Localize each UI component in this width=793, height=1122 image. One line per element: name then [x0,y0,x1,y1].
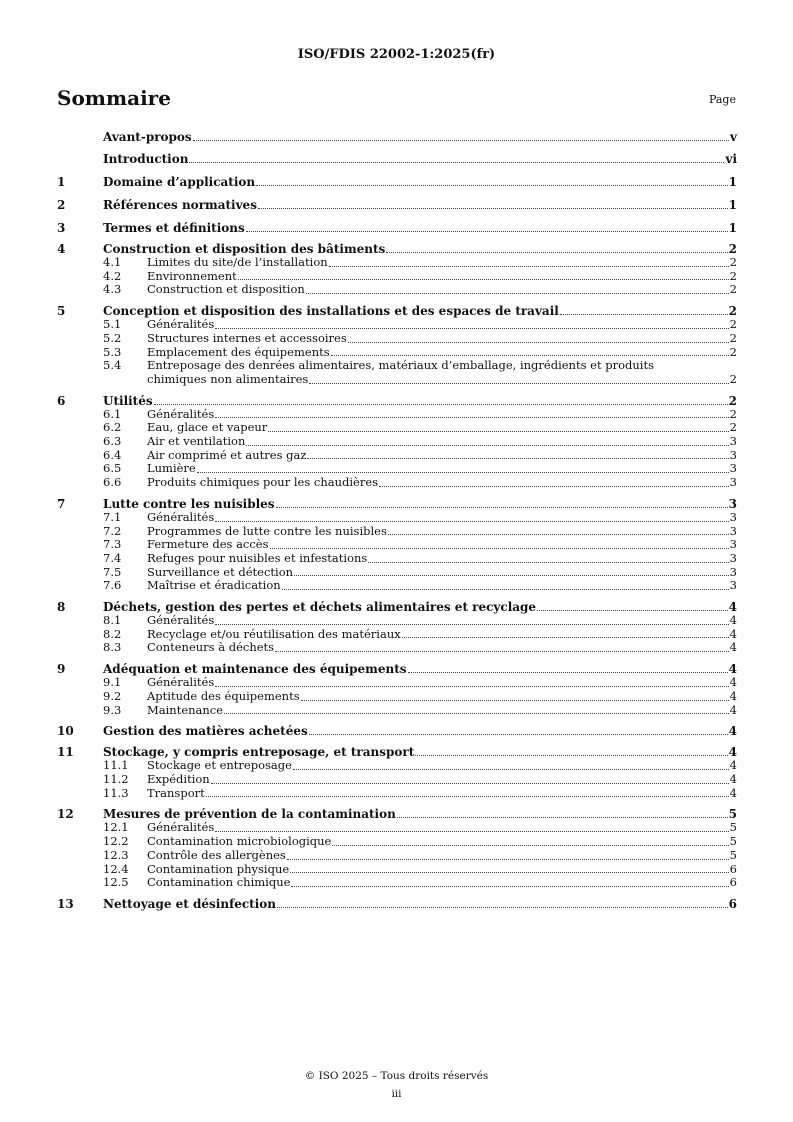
page-footer [0,1070,793,1106]
toc-subentry-number: 7.6 [103,578,122,593]
toc-subentry-page: 3 [729,578,737,593]
dot-leader [215,686,728,687]
toc-entry-number: 10 [57,724,74,739]
toc-subentry-page: 4 [729,675,737,690]
toc-entry-page: vi [725,152,737,166]
toc-subentry[interactable] [57,821,737,835]
toc-subentry-title: Expédition [147,771,210,786]
toc-subentry[interactable] [57,408,737,422]
toc-subentry-number: 6.6 [103,475,122,490]
toc-entry-number: 1 [57,175,66,189]
toc-subentry-title: Généralités [147,509,215,524]
dot-leader [293,769,729,770]
toc-entry-title: Déchets, gestion des pertes et déchets alimentaires et recyclage [103,600,537,615]
toc-subentry[interactable] [57,690,737,704]
toc-entry-number: 8 [57,600,66,615]
toc-subentry-number: 4.1 [103,255,122,269]
toc-subentry-page: 4 [729,702,737,717]
toc-entry[interactable] [57,152,737,166]
dot-leader [258,208,728,209]
toc-subentry-title: Entreposage des denrées alimentaires, matériaux d’emballage, ingrédients et produits [147,358,654,373]
dot-leader [246,231,728,232]
toc-subentry-title: Généralités [147,675,215,690]
toc-entry[interactable] [57,497,737,511]
toc-subentry-title: Transport [147,785,205,800]
toc-entry-title: Adéquation et maintenance des équipements [103,662,407,677]
toc-subentry[interactable] [57,628,737,642]
toc-entry-title: Références normatives [103,198,257,212]
toc-subentry-page: 2 [729,420,737,435]
toc-subentry-page: 4 [729,688,737,703]
toc-subentry[interactable] [57,270,737,284]
toc-subentry[interactable] [57,676,737,690]
dot-leader [206,796,729,797]
dot-leader [270,548,729,549]
toc-subentry-page: 4 [729,785,737,800]
toc-subentry-page: 4 [729,626,737,641]
dot-leader [408,672,728,673]
toc-subentry-title: Contrôle des allergènes [147,847,286,862]
toc-subentry[interactable] [57,641,737,655]
toc-subentry-title: Surveillance et détection [147,564,294,579]
toc-entry-page: 2 [728,393,737,408]
toc-subentry[interactable] [57,359,737,373]
toc-subentry-title: Recyclage et/ou réutilisation des matériaux [147,626,401,641]
toc-subentry-page: 6 [729,875,737,890]
toc-subentry-number: 12.3 [103,847,129,862]
toc-subentry[interactable] [57,759,737,773]
toc-entry-title: Avant-propos [103,130,192,144]
toc-subentry-number: 6.5 [103,461,122,476]
toc-subentry-title: Contamination physique [147,861,290,876]
dot-leader [287,859,729,860]
dot-leader [386,252,727,253]
toc-subentry-number: 4.2 [103,268,122,283]
toc-entry[interactable] [57,130,737,144]
toc-entry-page: 3 [728,496,737,511]
toc-subentry-number: 12.5 [103,875,129,890]
toc-subentry[interactable] [57,283,737,297]
page-column-label: Page [708,93,736,106]
dot-leader [537,610,728,611]
toc-entry[interactable] [57,221,737,235]
toc-subentry[interactable] [57,511,737,525]
toc-entry-title: Stockage, y compris entreposage, et transport [103,745,415,760]
toc-subentry-number: 6.1 [103,406,122,421]
toc-subentry[interactable] [57,876,737,890]
toc-entry-title: Lutte contre les nuisibles [103,496,275,511]
toc-subentry-number: 7.3 [103,537,122,552]
toc-subentry-number: 9.1 [103,675,122,690]
toc-entry-number: 5 [57,304,66,319]
toc-subentry-page: 2 [729,317,737,332]
toc-subentry-number: 12.4 [103,861,129,876]
toc-entry[interactable] [57,600,737,614]
toc-subentry-page: 2 [729,282,737,297]
dot-leader [379,486,729,487]
toc-subentry-number: 12.1 [103,820,129,835]
toc-entry[interactable] [57,198,737,212]
toc-subentry-page: 2 [729,344,737,359]
toc-subentry[interactable] [57,538,737,552]
toc-subentry-page: 2 [729,255,737,269]
toc-entry[interactable] [57,662,737,676]
dot-leader [238,279,729,280]
toc-entry-title: Mesures de prévention de la contamination [103,807,396,822]
dot-leader [215,521,728,522]
dot-leader [329,266,729,267]
toc-subentry-title: Conteneurs à déchets [147,640,275,655]
toc-subentry-number: 11.1 [103,758,129,773]
toc-subentry[interactable] [57,552,737,566]
toc-subentry[interactable] [57,476,737,490]
dot-leader [402,637,729,638]
dot-leader [306,293,729,294]
toc-subentry-page: 3 [729,461,737,476]
toc-subentry-page: 2 [729,371,737,386]
dot-leader [332,845,728,846]
toc-subentry-continuation[interactable] [57,373,737,387]
dot-leader [268,431,728,432]
toc-subentry-page: 4 [729,771,737,786]
toc-subentry-number: 8.3 [103,640,122,655]
toc-entry-number: 4 [57,242,66,256]
toc-subentry-page: 5 [729,834,737,849]
toc-subentry-page: 2 [729,268,737,283]
toc-subentry-title: Maintenance [147,702,224,717]
toc-entry-title: Termes et définitions [103,221,245,235]
toc-entry[interactable] [57,242,737,256]
toc-subentry-page: 3 [729,434,737,449]
toc-subentry-number: 4.3 [103,282,122,297]
page-title: Sommaire [57,86,171,110]
dot-leader [154,404,728,405]
toc-subentry-page: 4 [729,640,737,655]
toc-entry-page: 2 [728,304,737,319]
toc-subentry-number: 11.3 [103,785,129,800]
toc-subentry[interactable] [57,704,737,718]
page-number: iii [391,1088,402,1100]
toc-subentry-page: 4 [729,613,737,628]
dot-leader [291,886,728,887]
toc-subentry[interactable] [57,863,737,877]
toc-subentry-title: Structures internes et accessoires [147,330,347,345]
dot-leader [309,383,728,384]
toc-subentry-number: 8.2 [103,626,122,641]
toc-subentry-number: 7.4 [103,550,122,565]
toc-entry-number: 9 [57,662,66,677]
toc-entry-number: 2 [57,198,66,212]
toc-subentry-number: 6.3 [103,434,122,449]
toc-entry-title: Domaine d’application [103,175,256,189]
toc-subentry[interactable] [57,435,737,449]
toc-subentry-number: 5.1 [103,317,122,332]
toc-subentry-title-continued: chimiques non alimentaires [147,371,309,386]
toc-subentry[interactable] [57,835,737,849]
toc-entry-number: 6 [57,393,66,408]
document-id-header: ISO/FDIS 22002-1:2025(fr) [297,47,496,62]
toc-subentry-number: 7.2 [103,523,122,538]
toc-entry-page: 4 [728,600,737,615]
toc-subentry[interactable] [57,525,737,539]
toc-subentry[interactable] [57,849,737,863]
toc-subentry-title: Refuges pour nuisibles et infestations [147,550,368,565]
toc-subentry[interactable] [57,449,737,463]
table-of-contents [57,130,737,911]
toc-subentry-page: 3 [729,447,737,462]
toc-subentry-title: Environnement [147,268,237,283]
toc-subentry-page: 3 [729,523,737,538]
copyright-notice: © ISO 2025 – Tous droits réservés [304,1070,489,1082]
dot-leader [246,445,728,446]
dot-leader [294,575,729,576]
toc-subentry-title: Maîtrise et éradication [147,578,281,593]
toc-subentry-number: 5.2 [103,330,122,345]
toc-subentry[interactable] [57,787,737,801]
toc-entry[interactable] [57,897,737,911]
dot-leader [256,185,728,186]
toc-entry-number: 3 [57,221,66,235]
dot-leader [348,342,729,343]
toc-subentry-number: 6.4 [103,447,122,462]
toc-subentry-number: 12.2 [103,834,129,849]
toc-subentry[interactable] [57,332,737,346]
toc-entry-page: 4 [728,724,737,739]
toc-entry-title: Nettoyage et désinfection [103,896,276,911]
dot-leader [215,328,728,329]
dot-leader [307,458,728,459]
toc-subentry-number: 5.3 [103,344,122,359]
toc-subentry-page: 3 [729,509,737,524]
toc-subentry-title: Généralités [147,317,215,332]
toc-subentry-page: 2 [729,330,737,345]
toc-entry[interactable] [57,394,737,408]
toc-entry-title: Utilités [103,393,153,408]
toc-entry-number: 13 [57,896,74,911]
toc-subentry-number: 9.2 [103,688,122,703]
toc-entry-number: 12 [57,807,74,822]
toc-entry-page: 1 [728,198,737,212]
toc-subentry-title: Lumière [147,461,196,476]
toc-entry-page: 2 [728,242,737,256]
dot-leader [215,624,728,625]
toc-entry-title: Introduction [103,152,189,166]
dot-leader [290,872,729,873]
toc-subentry-title: Stockage et entreposage [147,758,292,773]
toc-subentry-number: 5.4 [103,358,122,373]
toc-subentry-page: 4 [729,758,737,773]
toc-subentry-title: Contamination chimique [147,875,291,890]
toc-entry[interactable] [57,175,737,189]
dot-leader [415,755,727,756]
toc-subentry-title: Généralités [147,613,215,628]
dot-leader [301,700,729,701]
toc-subentry[interactable] [57,318,737,332]
dot-leader [197,472,729,473]
toc-subentry-number: 8.1 [103,613,122,628]
toc-subentry-page: 3 [729,564,737,579]
toc-subentry[interactable] [57,421,737,435]
toc-entry-page: 1 [728,175,737,189]
toc-subentry-title: Généralités [147,820,215,835]
toc-subentry-title: Air et ventilation [147,434,246,449]
dot-leader [189,162,724,163]
toc-subentry-page: 2 [729,406,737,421]
toc-entry-title: Construction et disposition des bâtiments [103,242,386,256]
toc-subentry-number: 7.5 [103,564,122,579]
toc-subentry-title: Construction et disposition [147,282,305,297]
toc-subentry-title: Programmes de lutte contre les nuisibles [147,523,387,538]
toc-subentry[interactable] [57,346,737,360]
dot-leader [211,783,729,784]
dot-leader [215,831,728,832]
toc-entry[interactable] [57,807,737,821]
dot-leader [282,589,729,590]
toc-entry-number: 11 [57,745,74,760]
toc-subentry-title: Eau, glace et vapeur [147,420,268,435]
toc-subentry-title: Limites du site/de l’installation [147,255,328,269]
toc-entry-page: 1 [728,221,737,235]
toc-subentry-page: 6 [729,861,737,876]
toc-entry-page: 4 [728,662,737,677]
toc-entry[interactable] [57,724,737,738]
toc-subentry-page: 3 [729,537,737,552]
toc-subentry-number: 7.1 [103,509,122,524]
toc-subentry-number: 11.2 [103,771,129,786]
toc-entry[interactable] [57,745,737,759]
dot-leader [193,140,729,141]
toc-entry-page: 5 [728,807,737,822]
toc-subentry-page: 3 [729,475,737,490]
toc-subentry[interactable] [57,773,737,787]
dot-leader [397,817,728,818]
toc-subentry-number: 9.3 [103,702,122,717]
toc-entry-title: Conception et disposition des installations et des espaces de travail [103,304,559,319]
dot-leader [277,907,728,908]
toc-subentry-title: Air comprimé et autres gaz [147,447,307,462]
toc-subentry-title: Emplacement des équipements [147,344,330,359]
toc-entry-number: 7 [57,496,66,511]
toc-entry[interactable] [57,304,737,318]
dot-leader [276,507,728,508]
toc-subentry-page: 5 [729,820,737,835]
toc-entry-page: 4 [728,745,737,760]
dot-leader [331,355,729,356]
toc-subentry-title: Généralités [147,406,215,421]
dot-leader [215,417,728,418]
toc-subentry-title: Aptitude des équipements [147,688,300,703]
dot-leader [388,534,729,535]
toc-subentry-title: Contamination microbiologique [147,834,332,849]
toc-subentry[interactable] [57,579,737,593]
toc-subentry-number: 6.2 [103,420,122,435]
dot-leader [560,314,728,315]
toc-subentry[interactable] [57,256,737,270]
toc-subentry[interactable] [57,614,737,628]
toc-entry-page: v [730,130,737,144]
toc-subentry-title: Produits chimiques pour les chaudières [147,475,379,490]
toc-entry-page: 6 [728,896,737,911]
toc-subentry[interactable] [57,566,737,580]
toc-subentry-title: Fermeture des accès [147,537,269,552]
toc-subentry-page: 5 [729,847,737,862]
dot-leader [275,651,729,652]
toc-subentry[interactable] [57,462,737,476]
toc-subentry-page: 3 [729,550,737,565]
toc-entry-title: Gestion des matières achetées [103,724,308,739]
dot-leader [224,713,729,714]
dot-leader [368,562,728,563]
dot-leader [309,734,728,735]
